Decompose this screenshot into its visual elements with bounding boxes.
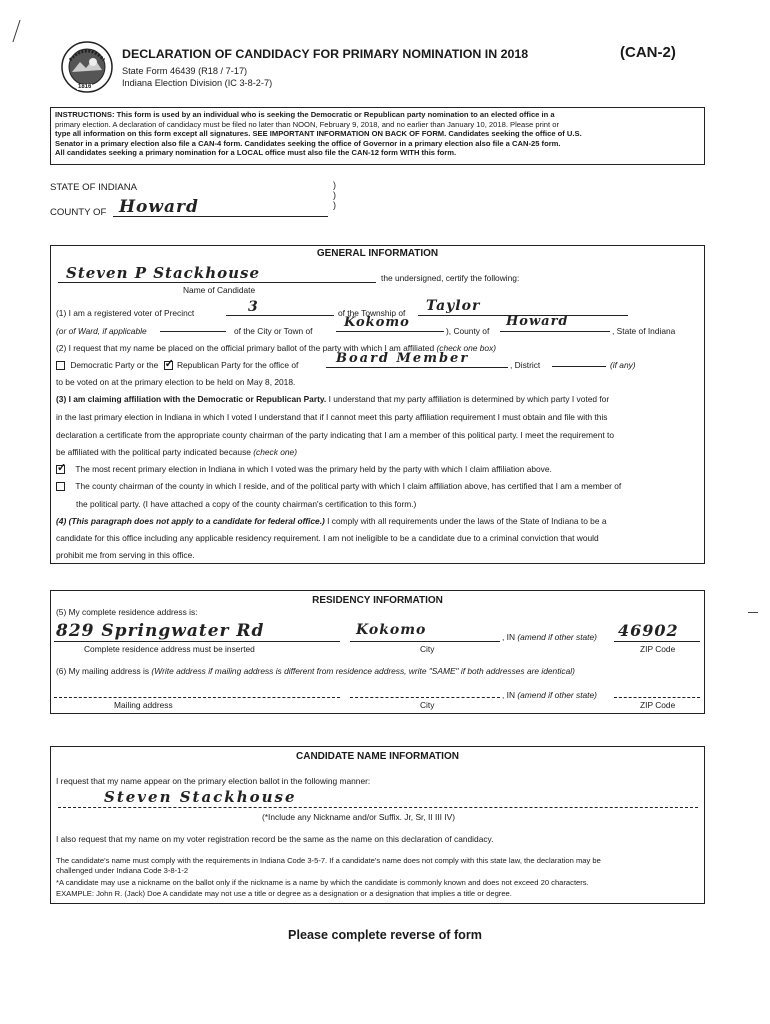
county-inline-value: Howard [506,314,569,329]
precinct-field[interactable] [226,301,334,316]
affiliation-paragraph-line-4: be affiliated with the political party indicated because (check one) [56,447,298,457]
county-inline-label: ), County of [446,326,490,336]
ballot-name-value: Steven Stackhouse [104,788,297,806]
stray-mark [12,20,25,42]
affiliation-option-2 [56,481,621,491]
ballot-name-field[interactable] [58,790,698,808]
residence-city-field[interactable] [350,622,500,642]
residence-address-caption: Complete residence address must be inserted [84,644,255,654]
name-compliance-line-2: challenged under Indiana Code 3-8-1-2 [56,866,189,875]
seal-year: 1816 [78,84,92,90]
candidate-name-field[interactable] [58,265,376,283]
instructions-line-1: INSTRUCTIONS: This form is used by an individual who is seeking the Democratic or Republican party nomination to an elected office in a [55,110,555,119]
affiliation-option-1 [56,464,552,474]
republican-party-checkbox[interactable] [164,361,173,370]
township-value: Taylor [426,298,481,314]
city-town-field[interactable] [336,316,444,332]
residence-zip-caption: ZIP Code [640,644,676,654]
form-code: (CAN-2) [620,44,676,61]
residence-city-value: Kokomo [356,622,427,638]
option-1-checkbox[interactable] [56,465,65,474]
affiliation-paragraph-line-1: (3) I am claiming affiliation with the Democratic or Republican Party. I understand that my party affiliation is determined by which party I voted for [56,394,610,404]
venue-bracket: ) ) ) [333,180,336,210]
office-value: Board Member [336,351,470,366]
option-1-label: The most recent primary election in Indiana in which I voted was the primary held by the party with which I claim affiliation above. [75,464,552,474]
affiliation-paragraph-line-2: in the last primary election in Indiana in which I voted I understand that if I cannot meet this party affiliation requirement I must obtain and file with this [56,412,608,422]
mailing-address-label: (6) My mailing address is (Write address if mailing address is different from residence address, write "SAME" if both addresses are identical) [56,666,575,676]
instructions-line-3: type all information on this form except all signatures. SEE IMPORTANT INFORMATION ON BACK OF FORM. Candidates seeking the office of U.S. [55,129,582,139]
mailing-address-field[interactable] [54,684,340,698]
mailing-zip-caption: ZIP Code [640,700,676,710]
edge-mark [748,612,758,613]
precinct-line [56,308,194,318]
name-of-candidate-caption: Name of Candidate [183,285,256,295]
undersigned-text: the undersigned, certify the following: [381,273,520,283]
residence-address-field[interactable] [54,622,340,642]
county-inline-field[interactable] [500,316,610,332]
residence-address-value: 829 Springwater Rd [56,621,265,641]
democratic-party-checkbox[interactable] [56,361,65,370]
democratic-party-label: Democratic Party or the [70,360,159,370]
election-division: Indiana Election Division (IC 3-8-2-7) [122,78,273,88]
ballot-request-text: I request that my name appear on the primary election ballot in the following manner: [56,776,371,786]
instructions-line-5: All candidates seeking a primary nomination for a LOCAL office must also file the CAN-12 form WITH this form. [55,148,457,158]
option-2-label: The county chairman of the county in which I reside, and of the political party with which I claim affiliation above, has certified that I am a member of [75,481,622,491]
state-form-number: State Form 46439 (R18 / 7-17) [122,66,248,76]
ward-label: (or of Ward, if applicable [56,326,147,336]
general-info-heading: GENERAL INFORMATION [316,248,439,259]
residence-zip-field[interactable] [614,622,700,642]
state-seal [60,40,114,94]
instructions-line-4: Senator in a primary election also file a CAN-4 form. Candidates seeking the office of Governor in a primary election also file a CAN-25 form. [55,138,561,148]
residency-info-heading: RESIDENCY INFORMATION [312,595,443,606]
residence-state-label: , IN (amend if other state) [502,632,597,642]
candidate-name-value: Steven P Stackhouse [66,264,261,282]
residence-address-label: (5) My complete residence address is: [56,607,198,617]
county-value: Howard [119,197,199,217]
mailing-city-field[interactable] [350,684,500,698]
state-label: STATE OF INDIANA [50,182,138,193]
city-town-label: of the City or Town of [234,326,313,336]
eligibility-paragraph-line-2: candidate for this office including any applicable residency requirement. I am not ineligible to be a candidate due to a criminal conviction that would [56,533,599,543]
state-of-indiana-text: , State of Indiana [612,326,676,336]
instructions-box [50,107,705,165]
county-label: COUNTY OF [50,207,107,218]
eligibility-paragraph-line-1: (4) (This paragraph does not apply to a candidate for federal office.) I comply with all requirements under the laws of the State of Indiana to be a [56,516,607,526]
primary-election-date-text: to be voted on at the primary election to be held on May 8, 2018. [56,377,296,387]
residence-city-caption: City [420,644,435,654]
party-request-text: (2) I request that my name be placed on the official primary ballot of the party with which I am affiliated (check one box) [56,343,497,353]
district-field[interactable] [552,352,606,367]
nickname-caption: (*Include any Nickname and/or Suffix. Jr, Sr, II III IV) [262,812,456,822]
nickname-rule-line-2: EXAMPLE: John R. (Jack) Doe A candidate may not use a title or degree as a designation or a designation that implies a title or degree. [56,889,512,898]
ward-field[interactable] [160,318,226,332]
precinct-label: (1) I am a registered voter of Precinct [56,308,195,318]
eligibility-paragraph-line-3: prohibit me from serving in this office. [56,550,195,560]
precinct-value: 3 [248,299,259,315]
mailing-address-caption: Mailing address [114,700,173,710]
form-title: DECLARATION OF CANDIDACY FOR PRIMARY NOMINATION IN 2018 [122,47,529,61]
mailing-zip-field[interactable] [614,684,700,698]
mailing-city-caption: City [420,700,435,710]
affiliation-paragraph-line-3: declaration a certificate from the appropriate county chairman of the party indicating that I am a member of this political party. I meet the requirement to [56,430,614,440]
residence-zip-value: 46902 [618,621,679,640]
mailing-state-label: , IN (amend if other state) [502,690,597,700]
complete-reverse-notice: Please complete reverse of form [288,928,482,942]
nickname-rule-line-1: *A candidate may use a nickname on the ballot only if the nickname is a name by which the candidate is commonly known and does not exceed 20 characters. [56,878,589,887]
candidate-name-heading: CANDIDATE NAME INFORMATION [296,751,459,762]
county-field[interactable] [113,197,328,217]
district-note: (if any) [610,360,636,370]
republican-party-label: Republican Party for the office of [176,360,299,370]
office-field[interactable] [326,352,508,368]
party-choice-line [56,360,298,370]
district-label: , District [510,360,541,370]
city-town-value: Kokomo [344,315,410,330]
instructions-line-2: primary election. A declaration of candidacy must be filed no later than NOON, February 9, 2018, and no earlier than January 10, 2018. Please print or [55,119,560,129]
township-label: of the Township of [338,308,406,318]
option-2-checkbox[interactable] [56,482,65,491]
name-compliance-line-1: The candidate's name must comply with the requirements in Indiana Code 3-5-7. If a candidate's name does not comply with this state law, the declaration may be [56,856,601,865]
voter-registration-text: I also request that my name on my voter registration record be the same as the name on this declaration of candidacy. [56,834,494,844]
affiliation-option-2-cont: the political party. (I have attached a copy of the county chairman's certification to this form.) [76,499,417,509]
